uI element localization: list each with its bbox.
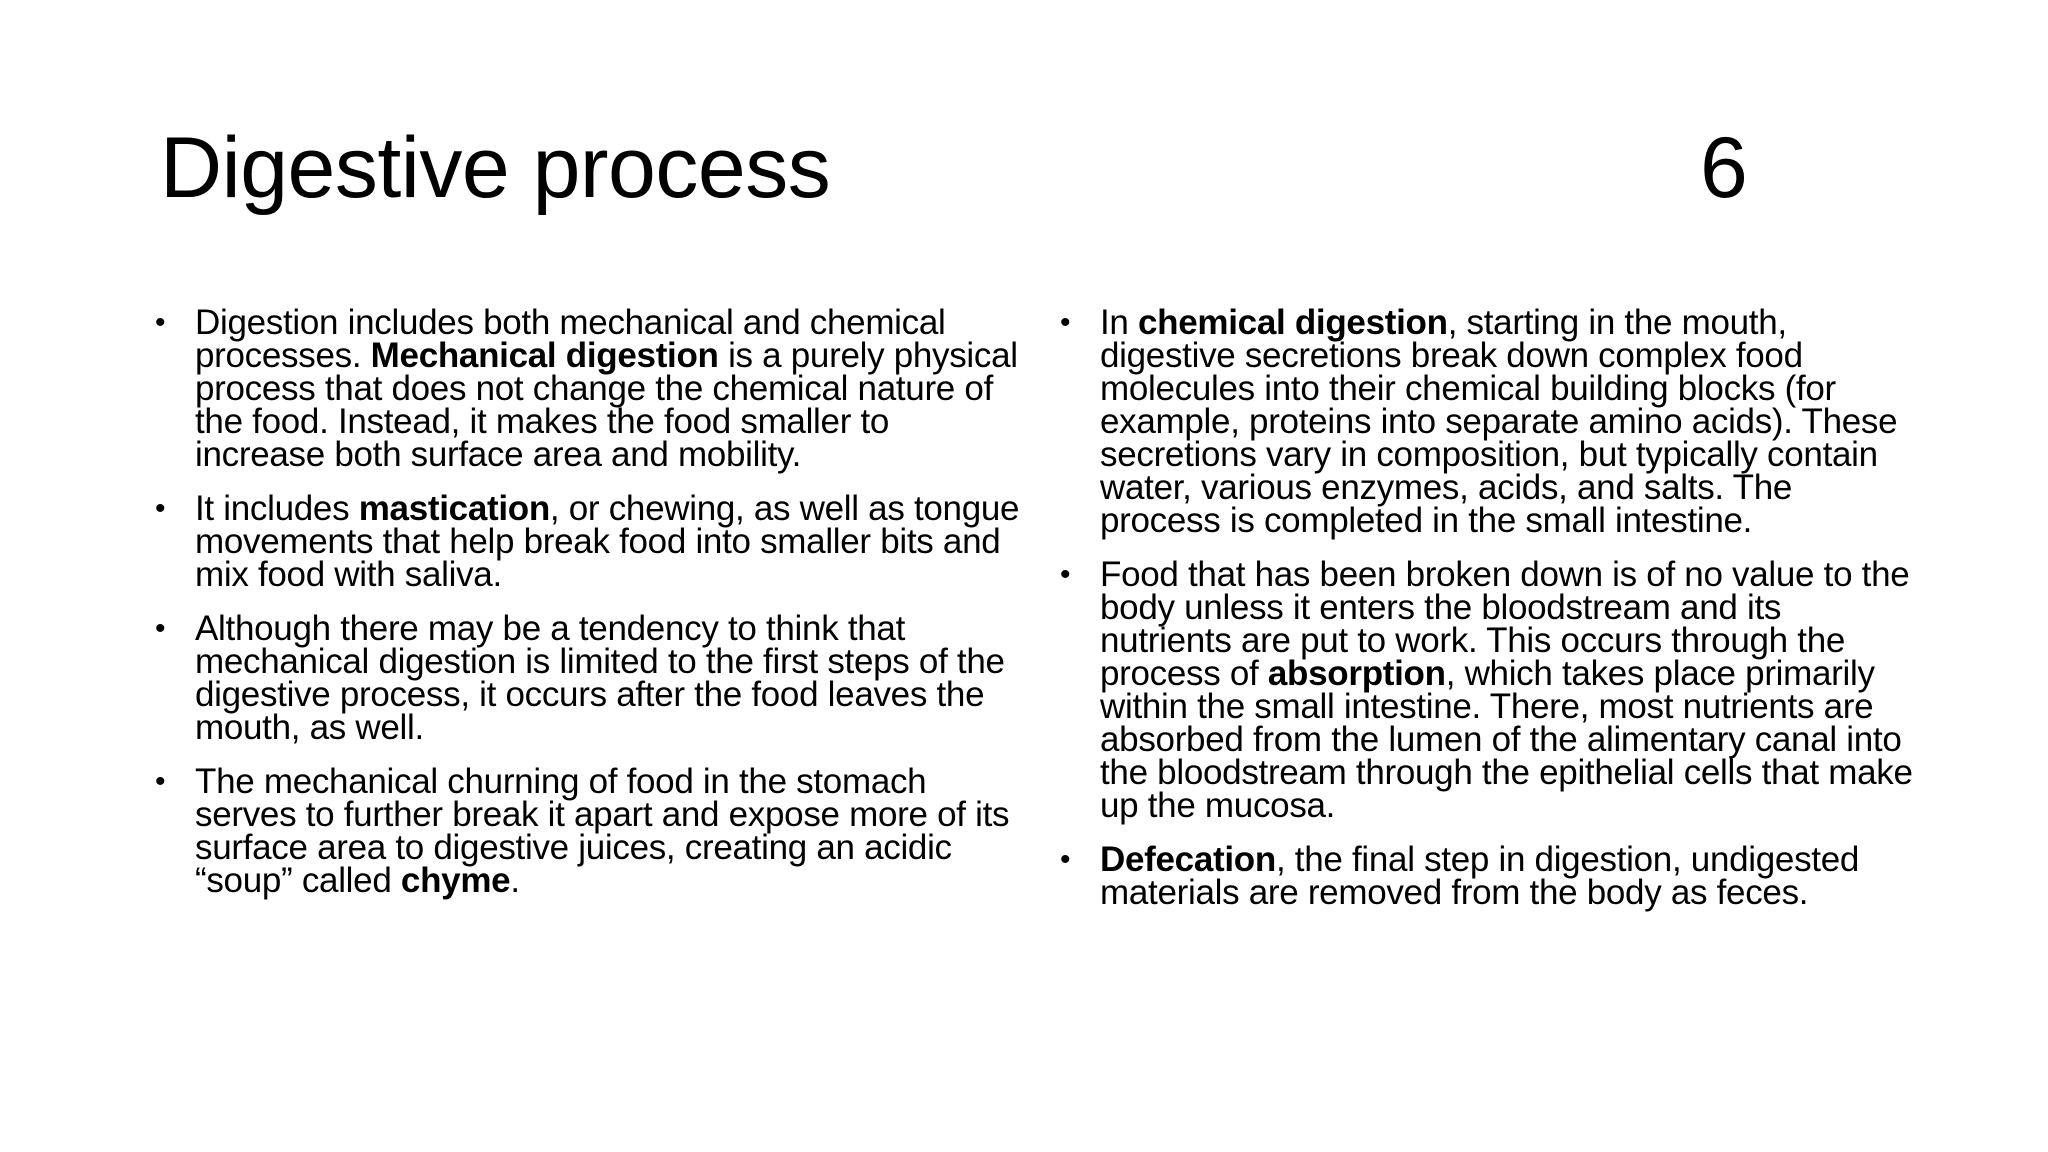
text-segment: Although there may be a tendency to think that mechanical digestion is limited to the first steps of the digestive process, it occurs after the food leaves the mouth, as well. (195, 609, 1005, 747)
text-segment: , the final step in digestion, undigested materials are removed from the body as feces. (1100, 840, 1860, 912)
bold-term: mastication (358, 489, 550, 528)
bullet-item (1060, 555, 1920, 825)
bullet-marker: • (155, 612, 166, 645)
bold-term: absorption (1267, 654, 1446, 693)
bullet-item (155, 489, 1025, 594)
bullet-item (1060, 303, 1920, 540)
page-number: 6 (1700, 120, 1748, 216)
text-segment: is a purely physical process that does not change the chemical nature of the food. Instead, it makes the food smaller to increase both surface area and mobility. (195, 336, 1018, 474)
bullet-text (195, 489, 1019, 594)
text-segment: , which takes place primarily within the small intestine. There, most nutrients are absorbed from the lumen of the alimentary canal into the bloodstream through the epithelial cells that make up the mucosa. (1100, 654, 1913, 825)
text-segment: Food that has been broken down is of no value to the body unless it enters the bloodstream and its nutrients are put to work. This occurs through the process of (1100, 555, 1910, 693)
bullet-marker: • (155, 492, 166, 525)
right-bullet-list (1060, 303, 1920, 930)
bullet-marker: • (1060, 558, 1071, 591)
bullet-marker: • (1060, 306, 1071, 339)
left-bullet-list (155, 303, 1025, 918)
bold-term: Mechanical digestion (370, 336, 719, 375)
bullet-marker: • (1060, 843, 1071, 876)
bullet-text (195, 303, 1018, 474)
bullet-marker: • (155, 765, 166, 798)
bullet-text (1100, 555, 1913, 825)
bullet-item (1060, 840, 1920, 912)
bullet-item (155, 762, 1025, 900)
bullet-text (195, 609, 1005, 747)
bullet-item (155, 303, 1025, 474)
bullet-text (195, 762, 1009, 900)
slide-title: Digestive process (160, 120, 831, 216)
bold-term: chyme (400, 861, 511, 900)
text-segment: , or chewing, as well as tongue movements that help break food into smaller bits and mix food with saliva. (195, 489, 1020, 594)
bullet-text (1100, 840, 1859, 912)
text-segment: The mechanical churning of food in the stomach serves to further break it apart and expose more of its surface area to digestive juices, creating an acidic “soup” called (195, 762, 1010, 900)
text-segment: . (510, 861, 520, 900)
bullet-marker: • (155, 306, 166, 339)
text-segment: In (1100, 303, 1139, 342)
text-segment: It includes (195, 489, 359, 528)
bullet-item (155, 609, 1025, 747)
text-segment: , starting in the mouth, digestive secretions break down complex food molecules into their chemical building blocks (for example, proteins into separate amino acids). These secretions vary in composition, but typically contain water, various enzymes, acids, and salts. The process is completed in the small intestine. (1100, 303, 1898, 540)
bullet-text (1100, 303, 1897, 540)
bold-term: Defecation (1100, 840, 1276, 879)
bold-term: chemical digestion (1138, 303, 1448, 342)
text-segment: Digestion includes both mechanical and chemical processes. (195, 303, 946, 375)
